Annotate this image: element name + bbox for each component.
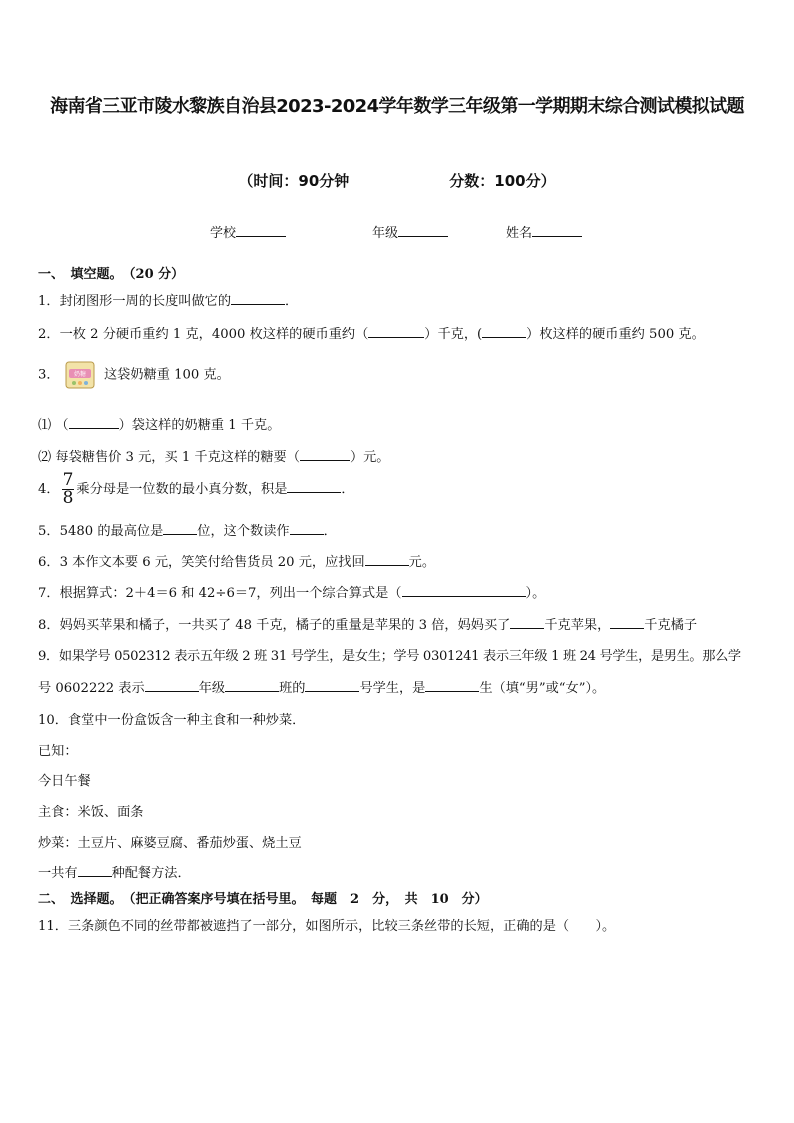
answer-blank[interactable] [287, 480, 341, 493]
question-3: 3． 奶糖 这袋奶糖重 100 克。 [38, 360, 230, 390]
exam-time: （时间：90分钟 [238, 172, 350, 190]
grade-field[interactable]: 年级 [372, 222, 448, 241]
answer-blank[interactable] [78, 864, 112, 877]
question-6: 6．3 本作文本要 6 元，笑笑付给售货员 20 元，应找回 元。 [38, 555, 436, 570]
question-9-line2: 号 0602222 表示 年级 班的 号学生，是 生（填“男”或“女”）。 [38, 681, 606, 696]
answer-blank[interactable] [69, 416, 119, 429]
answer-blank[interactable] [305, 679, 359, 692]
answer-blank[interactable] [402, 584, 526, 597]
question-2: 2．一枚 2 分硬币重约 1 克，4000 枚这样的硬币重约（ ）千克，( ）枚这样的硬币重约 500 克。 [38, 327, 705, 342]
question-10-staples: 主食：米饭、面条 [38, 805, 144, 820]
question-3-1: ⑴ （ ）袋这样的奶糖重 1 千克。 [38, 418, 281, 433]
answer-blank[interactable] [482, 325, 526, 338]
answer-blank[interactable] [510, 616, 544, 629]
school-field[interactable]: 学校 [210, 222, 286, 241]
question-9-line1: 9．如果学号 0502312 表示五年级 2 班 31 号学生，是女生；学号 0301241 表示三年级 1 班 24 号学生，是男生。那么学 [38, 649, 741, 664]
question-10-given: 已知： [38, 744, 78, 759]
answer-blank[interactable] [300, 448, 350, 461]
question-11: 11．三条颜色不同的丝带都被遮挡了一部分，如图所示，比较三条丝带的长短，正确的是（ ）。 [38, 919, 616, 934]
question-10-menu-title: 今日午餐 [38, 774, 91, 789]
answer-blank[interactable] [365, 553, 409, 566]
answer-blank[interactable] [145, 679, 199, 692]
page-title: 海南省三亚市陵水黎族自治县2023-2024学年数学三年级第一学期期末综合测试模拟试题 [50, 96, 744, 117]
time-score-line [0, 170, 794, 191]
answer-blank[interactable] [425, 679, 479, 692]
svg-text:奶糖: 奶糖 [73, 371, 86, 378]
section-heading-choice: 二、 选择题。 （把正确答案序号填在括号里。 每题 2 分， 共 10 分） [38, 892, 488, 907]
answer-blank[interactable] [163, 522, 197, 535]
question-10: 10．食堂中一份盒饭含一种主食和一种炒菜． [38, 713, 306, 728]
answer-blank[interactable] [610, 616, 644, 629]
answer-blank[interactable] [231, 292, 285, 305]
answer-blank[interactable] [290, 522, 324, 535]
question-5: 5．5480 的最高位是 位，这个数读作 ． [38, 524, 337, 539]
question-10-answer: 一共有 种配餐方法． [38, 866, 191, 881]
exam-score: 分数：100分） [449, 172, 556, 190]
section-heading-fill-blank: 一、 填空题。 （20 分） [38, 267, 185, 282]
question-4: 4． $\frac{7}{8}$ 乘分母是一位数的最小真分数，积是 ． [38, 470, 355, 508]
question-8: 8．妈妈买苹果和橘子，一共买了 48 千克，橘子的重量是苹果的 3 倍，妈妈买了 千克苹果， 千克橘子 [38, 618, 698, 633]
question-3-2: ⑵ 每袋糖售价 3 元，买 1 千克这样的糖要（ ）元。 [38, 450, 390, 465]
name-field[interactable]: 姓名 [506, 222, 582, 241]
candy-bag-icon [64, 360, 96, 390]
question-1: 1．封闭图形一周的长度叫做它的 ． [38, 294, 299, 309]
answer-blank[interactable] [225, 679, 279, 692]
question-7: 7．根据算式：2＋4＝6 和 42÷6＝7，列出一个综合算式是（ ）。 [38, 586, 546, 601]
answer-blank[interactable] [368, 325, 424, 338]
fraction: $\frac{7}{8}$ [62, 470, 74, 508]
question-10-dishes: 炒菜：土豆片、麻婆豆腐、番茄炒蛋、烧土豆 [38, 836, 302, 851]
